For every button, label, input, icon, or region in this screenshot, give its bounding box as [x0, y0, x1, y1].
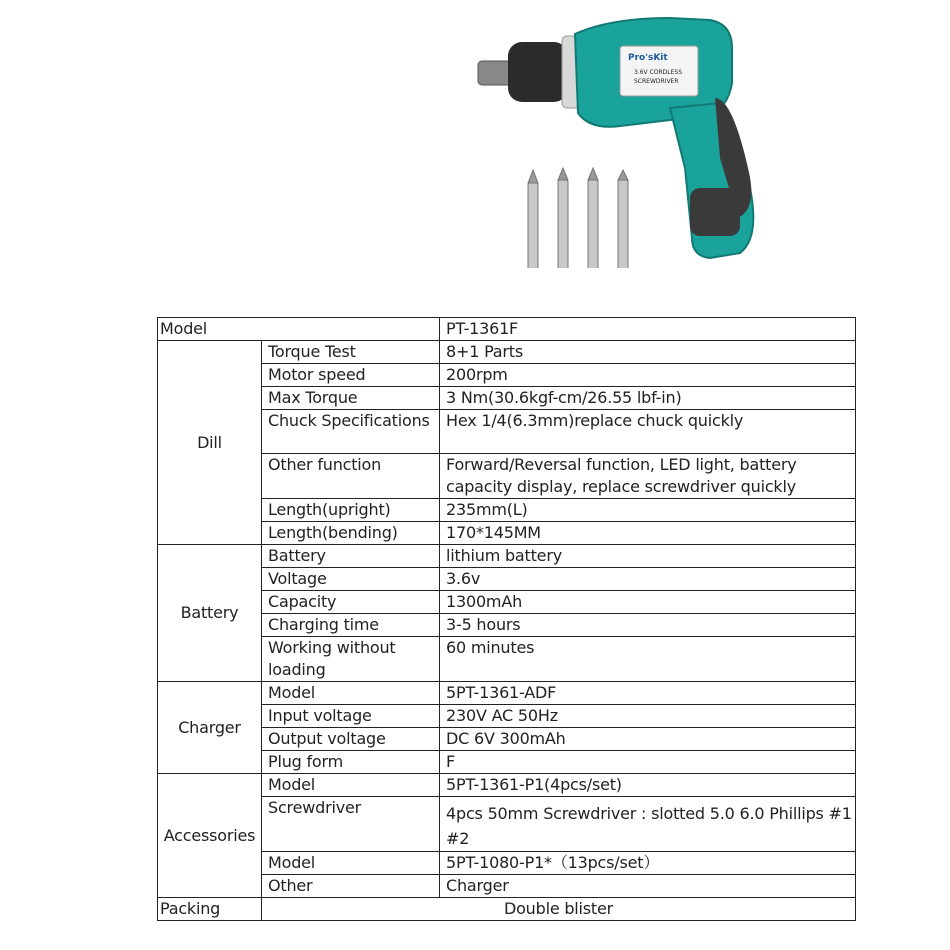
spec-value: 4pcs 50mm Screwdriver : slotted 5.0 6.0 Phillips #1 #2 — [440, 797, 856, 852]
spec-value: Hex 1/4(6.3mm)replace chuck quickly — [440, 410, 856, 454]
category-cell: Battery — [158, 545, 262, 682]
spec-label: Battery — [262, 545, 440, 568]
spec-value: 5PT-1080-P1*（13pcs/set） — [440, 852, 856, 875]
spec-label: Torque Test — [262, 341, 440, 364]
spec-value: 1300mAh — [440, 591, 856, 614]
table-row — [158, 545, 856, 568]
brand-label: Pro'sKit — [628, 53, 668, 63]
spec-value: Charger — [440, 875, 856, 898]
product-image — [470, 8, 780, 268]
spec-value: 170*145MM — [440, 522, 856, 545]
spec-label: Other — [262, 875, 440, 898]
screwdriver-bits-icon — [528, 168, 628, 268]
table-row — [158, 364, 856, 387]
table-row — [158, 637, 856, 682]
spec-value: 5PT-1361-P1(4pcs/set) — [440, 774, 856, 797]
spec-label: Model — [262, 774, 440, 797]
spec-label: Motor speed — [262, 364, 440, 387]
category-cell: Charger — [158, 682, 262, 774]
spec-value: 200rpm — [440, 364, 856, 387]
spec-value: Forward/Reversal function, LED light, battery capacity display, replace screwdriver quickly — [440, 454, 856, 499]
spec-label: Input voltage — [262, 705, 440, 728]
packing-value: Double blister — [262, 898, 856, 921]
table-row — [158, 499, 856, 522]
spec-label: Chuck Specifications — [262, 410, 440, 454]
spec-label: Model — [262, 852, 440, 875]
table-row — [158, 898, 856, 921]
spec-label: Other function — [262, 454, 440, 499]
body-label-line1: 3.6V CORDLESS — [634, 69, 683, 76]
spec-value: 3 Nm(30.6kgf-cm/26.55 lbf-in) — [440, 387, 856, 410]
table-row — [158, 705, 856, 728]
spec-value: 3.6v — [440, 568, 856, 591]
spec-label: Capacity — [262, 591, 440, 614]
table-row — [158, 318, 856, 341]
spec-value: 60 minutes — [440, 637, 856, 682]
spec-label: Working without loading — [262, 637, 440, 682]
table-row — [158, 751, 856, 774]
category-cell: Accessories — [158, 774, 262, 898]
model-value: PT-1361F — [440, 318, 856, 341]
table-row — [158, 774, 856, 797]
spec-value: F — [440, 751, 856, 774]
model-label: Model — [158, 318, 440, 341]
spec-label: Charging time — [262, 614, 440, 637]
table-row — [158, 568, 856, 591]
spec-value: 8+1 Parts — [440, 341, 856, 364]
spec-table — [157, 317, 856, 921]
spec-value: 235mm(L) — [440, 499, 856, 522]
spec-label: Length(upright) — [262, 499, 440, 522]
table-row — [158, 522, 856, 545]
table-row — [158, 341, 856, 364]
spec-label: Voltage — [262, 568, 440, 591]
spec-value: 230V AC 50Hz — [440, 705, 856, 728]
spec-label: Plug form — [262, 751, 440, 774]
spec-label: Model — [262, 682, 440, 705]
table-row — [158, 591, 856, 614]
spec-label: Max Torque — [262, 387, 440, 410]
spec-value: lithium battery — [440, 545, 856, 568]
table-row — [158, 682, 856, 705]
body-label-line2: SCREWDRIVER — [634, 78, 679, 85]
category-cell: Dill — [158, 341, 262, 545]
packing-label: Packing — [158, 898, 262, 921]
table-row — [158, 387, 856, 410]
table-row — [158, 614, 856, 637]
spec-value: 5PT-1361-ADF — [440, 682, 856, 705]
spec-label: Screwdriver — [262, 797, 440, 852]
table-row — [158, 797, 856, 852]
table-row — [158, 875, 856, 898]
battery-pack-icon — [690, 188, 740, 236]
table-row — [158, 454, 856, 499]
table-row — [158, 852, 856, 875]
spec-value: DC 6V 300mAh — [440, 728, 856, 751]
chuck-icon — [478, 36, 580, 108]
spec-label: Output voltage — [262, 728, 440, 751]
table-row — [158, 728, 856, 751]
spec-value: 3-5 hours — [440, 614, 856, 637]
table-row — [158, 410, 856, 454]
spec-label: Length(bending) — [262, 522, 440, 545]
